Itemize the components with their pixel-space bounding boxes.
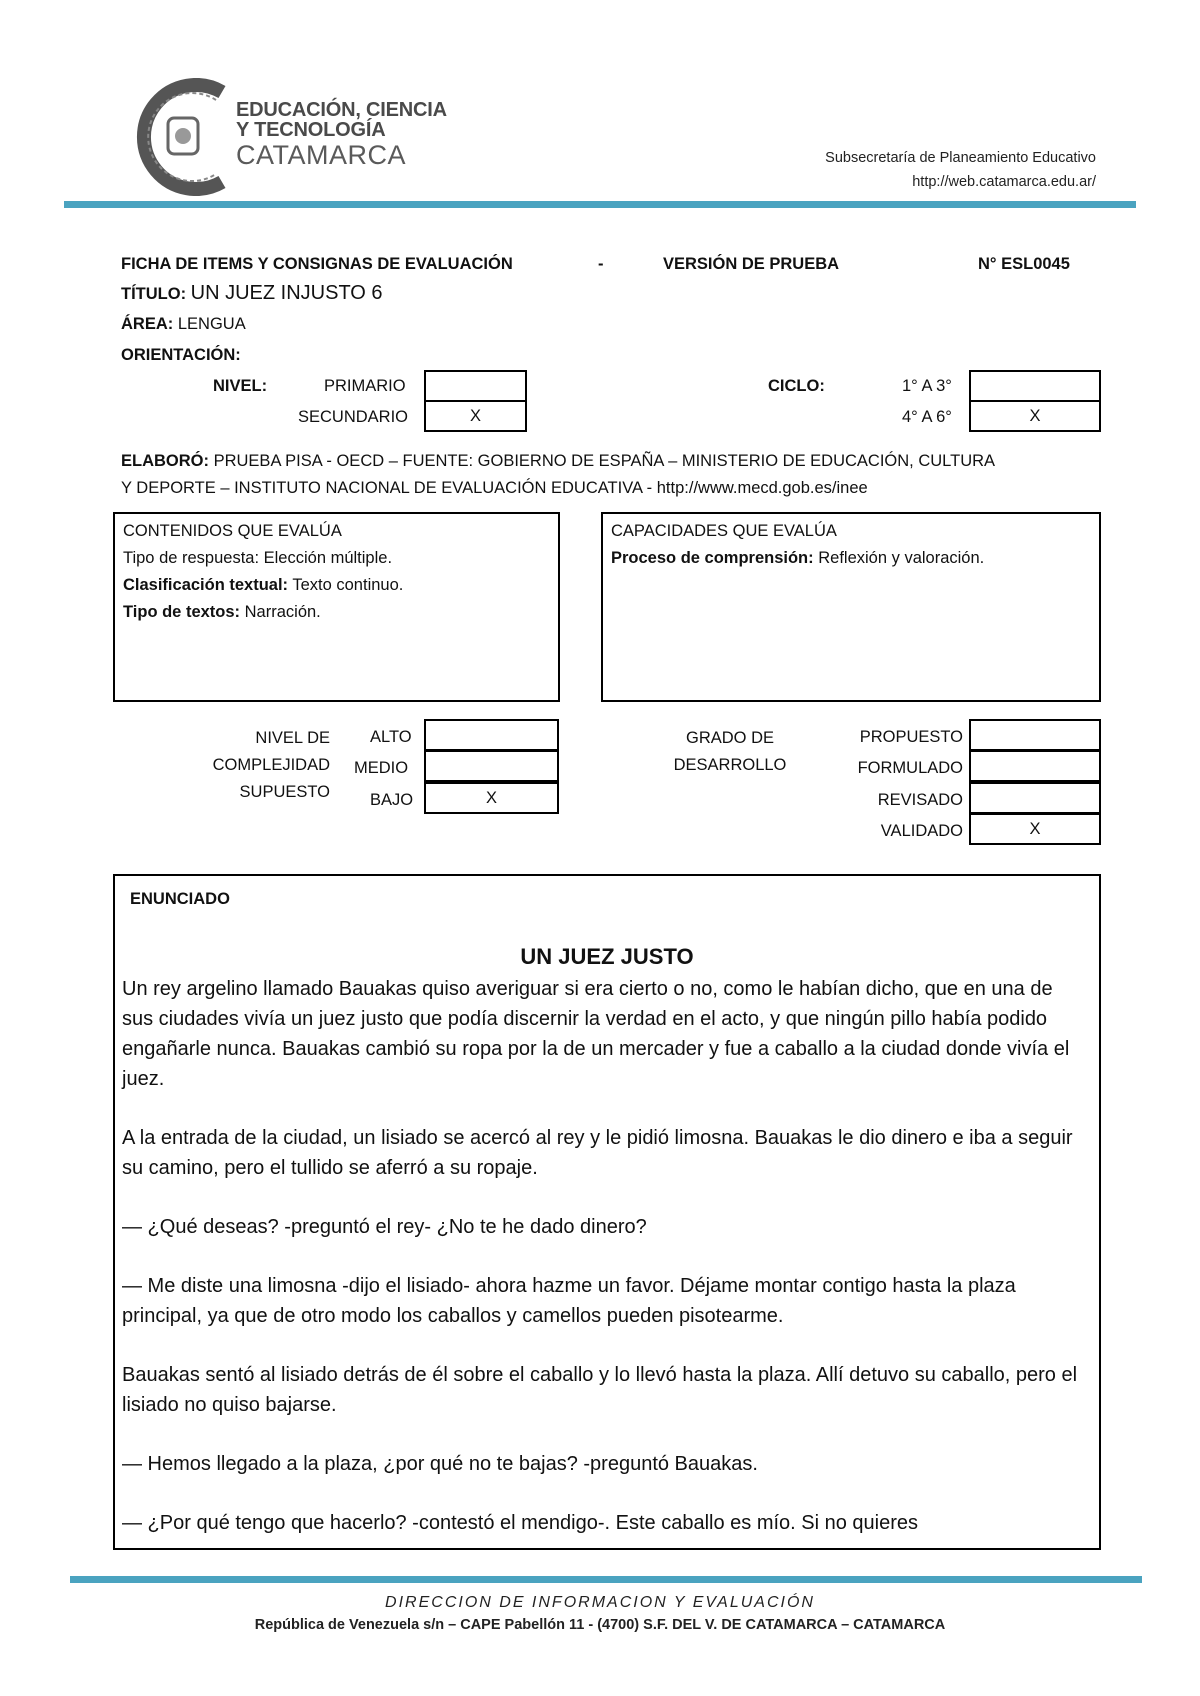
formulado-label: FORMULADO: [857, 759, 963, 777]
enunciado-paragraph: — Me diste una limosna -dijo el lisiado- ahora hazme un favor. Déjame montar contigo hasta la plaza principal, ya que de otro modo los caballos y camellos pueden pisotearme.: [122, 1275, 1016, 1327]
enunciado-paragraph: — Hemos llegado a la plaza, ¿por qué no te bajas? -preguntó Bauakas.: [122, 1453, 758, 1475]
header-url[interactable]: http://web.catamarca.edu.ar/: [912, 174, 1096, 190]
complejidad-label1: NIVEL DE: [255, 729, 330, 747]
contenidos-title: CONTENIDOS QUE EVALÚA: [123, 522, 342, 540]
contenidos-line3-value: Narración.: [244, 603, 321, 621]
subsecretaria: Subsecretaría de Planeamiento Educativo: [825, 150, 1096, 166]
revisado-label: REVISADO: [877, 791, 963, 809]
logo-line3: CATAMARCA: [236, 140, 407, 170]
medio-box[interactable]: [424, 750, 559, 782]
desarrollo-labels: [660, 725, 800, 779]
capacidades-title: CAPACIDADES QUE EVALÚA: [611, 522, 837, 540]
enunciado-label: ENUNCIADO: [130, 890, 230, 908]
area-label: ÁREA:: [121, 315, 174, 333]
orientacion-label: ORIENTACIÓN:: [121, 346, 241, 364]
contenidos-line2-value: Texto continuo.: [292, 576, 404, 594]
primario-box[interactable]: [424, 370, 527, 402]
contenidos-line2: [123, 572, 550, 599]
ficha-numero: N° ESL0045: [978, 255, 1070, 273]
secundario-label: SECUNDARIO: [298, 408, 409, 426]
contenidos-panel: [113, 512, 560, 702]
titulo-value: UN JUEZ INJUSTO 6: [190, 282, 383, 304]
formulado-box[interactable]: [969, 750, 1101, 782]
desarrollo-label2: DESARROLLO: [673, 756, 787, 774]
titulo-label: TÍTULO:: [121, 285, 187, 303]
contenidos-line1: Tipo de respuesta: Elección múltiple.: [123, 549, 393, 567]
secundario-box[interactable]: X: [424, 400, 527, 432]
catamarca-logo: [130, 78, 240, 196]
ficha-version: VERSIÓN DE PRUEBA: [663, 255, 840, 273]
elaboro-line1: [121, 452, 995, 471]
enunciado-paragraph: — ¿Qué deseas? -preguntó el rey- ¿No te he dado dinero?: [122, 1216, 647, 1238]
revisado-box[interactable]: [969, 782, 1101, 814]
desarrollo-label1: GRADO DE: [685, 729, 774, 747]
enunciado-paragraph: A la entrada de la ciudad, un lisiado se acercó al rey y le pidió limosna. Bauakas le dio dinero e iba a seguir su camino, pero el tullido se aferró a su ropaje.: [122, 1127, 1073, 1179]
enunciado-box: [113, 874, 1101, 1550]
ciclo1-label: 1° A 3°: [902, 377, 952, 395]
complejidad-label2: COMPLEJIDAD: [212, 756, 330, 774]
contenidos-line3-label: Tipo de textos:: [123, 603, 241, 621]
medio-label: MEDIO: [354, 759, 409, 777]
enunciado-paragraph: — ¿Por qué tengo que hacerlo? -contestó el mendigo-. Este caballo es mío. Si no quieres: [122, 1512, 919, 1534]
alto-box[interactable]: [424, 719, 559, 751]
elaboro-label: ELABORÓ:: [121, 452, 209, 470]
elaboro-text1: PRUEBA PISA - OECD – FUENTE: GOBIERNO DE ESPAÑA – MINISTERIO DE EDUCACIÓN, CULTURA: [213, 452, 996, 470]
titulo-row: [121, 282, 383, 305]
footer-address: República de Venezuela s/n – CAPE Pabellón 11 - (4700) S.F. DEL V. DE CATAMARCA – CATAMARCA: [254, 1617, 946, 1633]
capacidades-line1: [611, 545, 1091, 572]
elaboro-line2: Y DEPORTE – INSTITUTO NACIONAL DE EVALUACIÓN EDUCATIVA - http://www.mecd.gob.es/inee: [121, 479, 868, 497]
bajo-label: BAJO: [370, 791, 414, 809]
area-value: LENGUA: [177, 315, 246, 333]
ciclo2-box[interactable]: X: [969, 400, 1101, 432]
alto-label: ALTO: [370, 728, 412, 746]
header-info: [825, 146, 1096, 194]
propuesto-box[interactable]: [969, 719, 1101, 751]
capacidades-line1-value: Reflexión y valoración.: [818, 549, 985, 567]
complejidad-labels: [180, 725, 330, 806]
ciclo2-label: 4° A 6°: [902, 408, 952, 426]
primario-label: PRIMARIO: [324, 377, 406, 395]
ficha-dash: -: [598, 255, 604, 273]
capacidades-panel: [601, 512, 1101, 702]
bajo-box[interactable]: X: [424, 782, 559, 814]
ciclo1-box[interactable]: [969, 370, 1101, 402]
contenidos-line2-label: Clasificación textual:: [123, 576, 289, 594]
complejidad-label3: SUPUESTO: [239, 783, 330, 801]
footer-direccion: DIRECCION DE INFORMACION Y EVALUACIÓN: [385, 1594, 815, 1611]
footer-divider: [70, 1576, 1142, 1583]
propuesto-label: PROPUESTO: [859, 728, 963, 746]
capacidades-line1-label: Proceso de comprensión:: [611, 549, 814, 567]
enunciado-body: [122, 974, 1089, 1550]
contenidos-line3: [123, 599, 550, 626]
logo-line2: Y TECNOLOGÍA: [236, 119, 386, 141]
ficha-heading: FICHA DE ITEMS Y CONSIGNAS DE EVALUACIÓN: [121, 255, 513, 273]
logo-wordmark: [236, 100, 447, 169]
area-row: [121, 315, 246, 334]
header-divider: [64, 201, 1136, 208]
validado-box[interactable]: X: [969, 813, 1101, 845]
enunciado-title: UN JUEZ JUSTO: [520, 944, 694, 969]
nivel-label: NIVEL:: [213, 377, 268, 395]
enunciado-paragraph: Un rey argelino llamado Bauakas quiso averiguar si era cierto o no, como le habían dicho, que en una de sus ciudades vivía un juez justo que podía discernir la verdad en el acto, y que ningún pillo había podido engañarle nunca. Bauakas cambió su ropa por la de un mercader y fue a caballo a la ciudad donde vivía el juez.: [122, 978, 1070, 1090]
logo-line1: EDUCACIÓN, CIENCIA: [236, 99, 447, 121]
enunciado-paragraph: Bauakas sentó al lisiado detrás de él sobre el caballo y lo llevó hasta la plaza. Allí detuvo su caballo, pero el lisiado no quiso bajarse.: [122, 1364, 1078, 1416]
validado-label: VALIDADO: [880, 822, 963, 840]
ciclo-label: CICLO:: [768, 377, 825, 395]
